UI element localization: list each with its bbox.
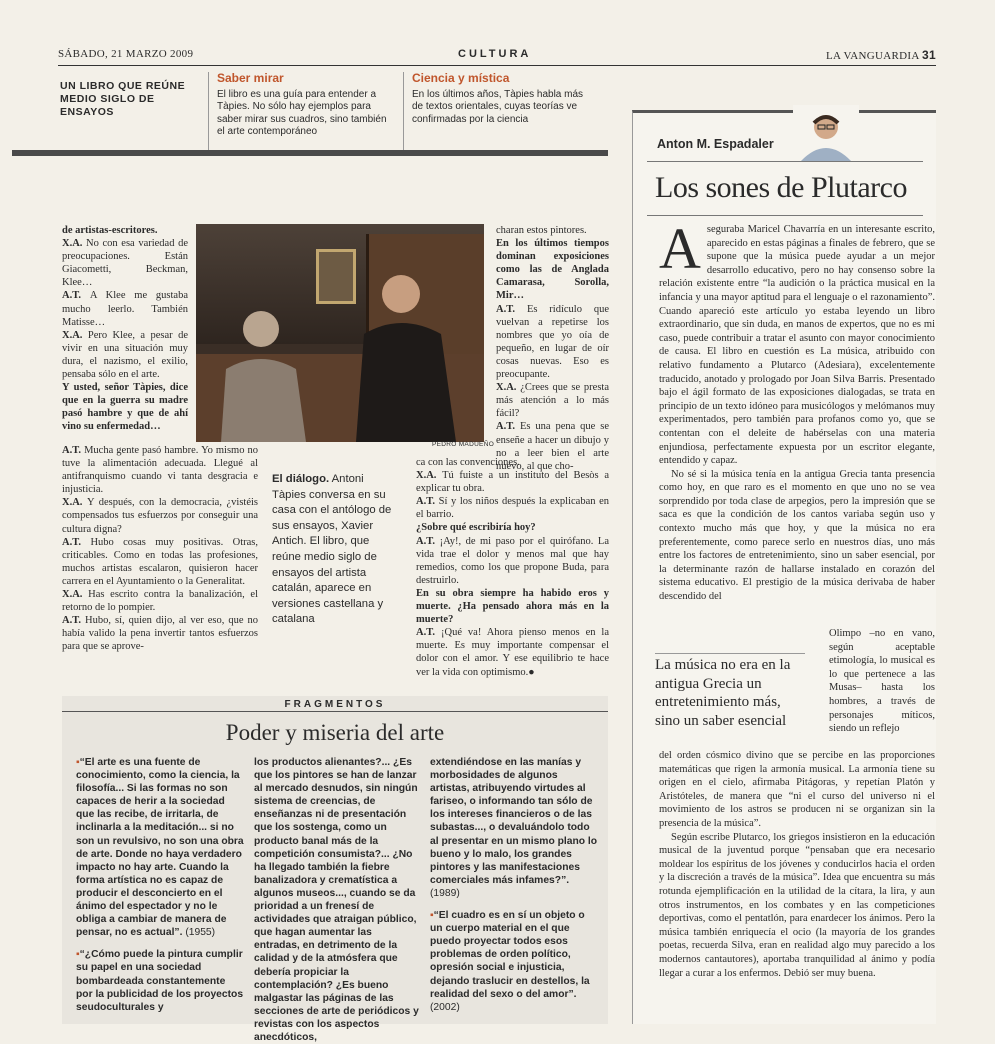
interview-question: Y usted, señor Tàpies, dice que en la guerra su madre pasó hambre y que de ahí vino su enfermedad…: [62, 382, 188, 433]
person-tapies-figure: [206, 294, 316, 442]
quote-fragment: los productos alienantes?... ¿Es que los pintores se han de lanzar al mercado desnudos, sin ningún sistema de creencias, de enseñanzas ni de presentación que los sostenga, como un producto banal más de la competición consumista?... ¿No ha llegado también la fiebre banalizadora y crematística a algunos museos..., cuando se da prioridad a un frenesí de actividades que atraigan público, que hagan aumentar las entradas, en detrimento de la calidad y de la atmósfera que debería propiciar la contemplación? ¿Es bueno malgastar las páginas de las secciones de arte de periódicos y revistas con los aspectos anecdóticos,: [254, 757, 419, 1043]
fragments-box: [62, 696, 608, 1043]
person-antich-figure: [346, 264, 466, 442]
speaker-initials: X.A.: [62, 238, 87, 250]
speaker-initials: A.T.: [496, 421, 520, 433]
header-rule: [647, 161, 923, 162]
interview-column-2: [62, 444, 258, 654]
interview-answer: A.T. Mucha gente pasó hambre. Yo mismo no tuve la alimentación adecuada. Llegué al antifranquismo cuando vi tanta desgracia e injusticia.: [62, 445, 258, 496]
photo-caption: [272, 472, 398, 628]
quote-year: (1989): [430, 887, 460, 899]
quote-fragment: ▪“El arte es una fuente de conocimiento, como la ciencia, la filosofía... Si las formas no son capaces de herir a la sociedad que las recibe, de irritarla, de inclinarla a la meditación... si no son un revulsivo, no son una obra de arte. Donde no haya verdadero impacto no hay arte. Cuando la forma artística no es capaz de producir el desconcierto en el ánimo del espectador y no le obliga a cambiar de manera de pensar, no es actual”. (1955): [76, 757, 244, 939]
interview-column-1: [62, 224, 188, 434]
info-box-title: Saber mirar: [217, 71, 284, 85]
speaker-initials: A.T.: [496, 303, 527, 315]
masthead: [58, 48, 936, 66]
interview-answer: X.A. Tú fuiste a un instituto del Besòs a explicar tu obra.: [416, 470, 609, 495]
paragraph-text: seguraba Maricel Chavarría en un interesante escrito, aparecido en estas páginas a finales de febrero, que se supone que la música puede ayudar a un mejor desarrollo educativo, pero no hay consenso sobre la relación existente entre “la audición o la práctica musical en la infancia y una mayor aptitud para el lenguaje o el razonamiento”. Cuando apareció este artículo yo estaba leyendo un libro extraordinario, que sin duda, en manos de expertos, que no es mi caso, puede contribuir a tratar el asunto con mayor conocimiento de causa. El libro en cuestión es La música, atribuido con relativo fundamento a Plutarco (Adesiara), excelentemente traducido, anotado y prologado por Joan Silva Barris. Presentado bajo el ágil formato de las exposiciones dialogadas, se trata en principio de un texto idóneo para musicólogos y melómanos muy experimentados, pero también para profanos como yo, que se contentan con el deleite de habérselas con una materia enjundiosa, perfectamente expuesta por un escritor elegante, entendido y capaz.: [659, 224, 935, 467]
spacer: [430, 900, 598, 909]
interview-question: En los últimos tiempos dominan exposiciones como las de Anglada Camarasa, Sorolla, Mir…: [496, 238, 609, 302]
info-box-ciencia: [403, 72, 603, 150]
interview-answer: X.A. ¿Crees que se presta más atención a lo más fácil?: [496, 382, 610, 420]
spacer: [76, 939, 244, 948]
page-number: 31: [922, 48, 936, 62]
caption-text: Antoni Tàpies conversa en su casa con el antólogo de sus ensayos, Xavier Antich. El libro, que reúne medio siglo de ensayos del artista catalán, aparece en versiones castellana y catalana: [272, 473, 392, 626]
interview-answer: X.A. Y después, con la democracia, ¿vistéis compensados tus esfuerzos por conseguir una cultura digna?: [62, 497, 258, 535]
photo-dialogue: [196, 224, 484, 442]
fragments-title: Poder y miseria del arte: [225, 720, 445, 745]
paragraph: Según escribe Plutarco, los griegos insistieron en la educación musical de la juventud porque “pensaban que era necesario moldear los espíritus de los jóvenes y conducirlos hacia el orden y la discreción a través de la música”. Idea que encuentra su más rotunda ejemplificación en la utilidad de la cítara, la lira, y aun otros instrumentos, en los combates y en las competiciones deportivas, como el pentatlón, para enardecer los ánimos. Pero la música también enriquecía el ocio (la mayoría de los grandes poetas, recuerda Silva, eran en realidad algo muy parecido a los modernos cantautores), aportaba tranquilidad al ánimo y podía llegar a curar a los enfermos. Debió ser muy buena.: [659, 831, 935, 979]
info-box-saber-mirar: [208, 72, 402, 150]
quote-fragment: ▪“El cuadro es en sí un objeto o un cuerpo material en el que puedo proyectar todos esos problemas de orden político, opresión social e injusticia, dejando traslucir en destellos, la realidad del sexo o del amor”. (2002): [430, 910, 590, 1013]
section-name: CULTURA: [458, 48, 532, 60]
interview-answer: A.T. Es una pena que se enseñe a hacer un dibujo y no a leer bien el arte nuevo, al que cho-: [496, 421, 609, 472]
opinion-body-top: [659, 216, 935, 604]
interview-answer: A.T. Hubo, sí, quien dijo, al ver eso, que no había valido la pena invertir tantos esfuerzos para que se aprove-: [62, 615, 259, 653]
quote-year: (2002): [430, 1001, 460, 1013]
interview-answer: A.T. ¡Qué va! Ahora pienso menos en la muerte. Es muy importante compensar el dolor con el amor. Y ese equilibrio te hace ver la vida con optimismo.●: [416, 627, 609, 678]
speaker-initials: A.T.: [416, 535, 440, 547]
paragraph: [659, 216, 935, 468]
section-rule: [12, 150, 608, 156]
speaker-initials: A.T.: [62, 536, 91, 548]
drop-cap: A: [659, 216, 701, 281]
info-box-text: En los últimos años, Tàpies habla más de textos orientales, cuyas teorías ve confirmadas por la ciencia: [412, 88, 584, 125]
interview-column-3: [496, 224, 609, 473]
interview-answer: ca con las convenciones.: [416, 457, 520, 468]
author-portrait: [793, 105, 859, 161]
interview-answer: A.T. Es ridículo que vuelvan a repetirse los nombres que yo oía de pequeño, en lugar de oír cosas nuevas. Eso es preocupante.: [496, 303, 609, 381]
bullet-icon: ▪: [76, 949, 80, 961]
paragraph: No sé si la música tenía en la antigua Grecia tanta presencia como hoy, en que raro es el momento en que uno no se vea sorprendido por toda clase de arpegios, pero la impresión que se saca es que la condición de los cantos variaba según uso y contexto mucho más que hoy, y que la música no era preferentemente, como parece serlo en nuestros días, uno más entre los factores de entretenimiento, sino un saber esencial, por la determinante razón de hallarse instalado en corazón del sistema educativo. El prestigio de la música derivaba de haber descendido del: [659, 468, 935, 603]
fragments-column-2: [254, 756, 420, 1044]
issue-date: SÁBADO, 21 MARZO 2009: [58, 48, 194, 60]
interview-question: ¿Sobre qué escribiría hoy?: [416, 522, 536, 534]
interview-question: de artistas-escritores.: [62, 225, 158, 236]
opinion-body-wrap: Olimpo –no en vano, según aceptable etimología, lo musical es lo que pertenece a las Musas– hasta los hombres, a través de personajes míticos, siendo un reflejo: [829, 628, 935, 735]
interview-answer: A.T. Sí y los niños después la explicaban en el barrio.: [416, 496, 609, 521]
interview-answer: X.A. No con esa variedad de preocupaciones. Están Giacometti, Beckman, Klee…: [62, 238, 188, 289]
caption-lead: El diálogo.: [272, 473, 330, 485]
opinion-column: [632, 110, 936, 1024]
speaker-initials: X.A.: [496, 382, 521, 394]
opinion-body-bottom: [659, 749, 935, 980]
interview-question: En su obra siempre ha habido eros y muerte. ¿Ha pensado ahora más en la muerte?: [416, 587, 609, 626]
speaker-initials: A.T.: [62, 445, 85, 456]
info-box-text: El libro es una guía para entender a Tàpies. No sólo hay ejemplos para saber mirar sus cuadros, sino también el arte contemporáneo: [217, 88, 387, 137]
interview-answer: A.T. ¡Ay!, de mi paso por el quirófano. La vida trae el dolor y menos mal que hay remedios, como los que propone Buda, para destruirlo.: [416, 535, 609, 586]
paragraph: del orden cósmico divino que se percibe en las proporciones matemáticas que rigen la armonía musical. La armonía tiene su origen en el cielo, afirmaba Pitágoras, y repetían Platón y Aristóteles, de manera que “ni el curso del universo ni el movimiento de los astros se producen ni se organizan sin la presencia de la música”.: [659, 750, 935, 829]
paper-name: [826, 48, 936, 62]
interview-answer: X.A. Pero Klee, a pesar de vivir en una situación muy dura, el nazismo, el exilio, pensaba sólo en el arte.: [62, 329, 189, 381]
photo-credit: PEDRO MADUEÑO: [432, 441, 495, 448]
speaker-initials: X.A.: [62, 497, 87, 509]
quote-fragment: ▪“¿Cómo puede la pintura cumplir su papel en una sociedad bombardeada constantemente por la publicidad de los proyectos seudoculturales y: [76, 949, 244, 1013]
info-box-title: Ciencia y mística: [412, 71, 510, 85]
interview-answer: A.T. A Klee me gustaba mucho leerlo. También Matisse…: [62, 290, 188, 328]
pull-quote: La música no era en la antigua Grecia un entretenimiento más, sino un saber esencial: [655, 653, 805, 730]
quote-year: (1955): [185, 927, 216, 939]
speaker-initials: A.T.: [62, 615, 86, 627]
interview-answer: A.T. Hubo cosas muy positivas. Otras, criticables. Como en todas las profesiones, muchos artistas escalaron, quisieron hacer carrera en el Ayuntamiento o la Generalitat.: [62, 536, 258, 587]
speaker-initials: A.T.: [62, 290, 90, 302]
paper-title: LA VANGUARDIA: [825, 50, 919, 62]
interview-answer: charan estos pintores.: [496, 225, 587, 236]
speaker-initials: X.A.: [416, 470, 443, 482]
speaker-initials: A.T.: [416, 496, 439, 508]
bullet-icon: ▪: [76, 757, 80, 768]
interview-column-4: [416, 456, 609, 679]
kicker: UN LIBRO QUE REÚNE MEDIO SIGLO DE ENSAYOS: [60, 80, 186, 118]
author-name: Anton M. Espadaler: [657, 137, 774, 151]
info-bar: [58, 70, 608, 150]
fragments-column-1: [76, 756, 244, 1014]
speaker-initials: X.A.: [62, 589, 89, 601]
speaker-initials: X.A.: [62, 329, 88, 341]
fragments-column-3: [430, 756, 598, 1014]
bullet-icon: ▪: [430, 910, 434, 922]
fragments-label: FRAGMENTOS: [62, 696, 608, 712]
quote-fragment: extendiéndose en las manías y morbosidades de algunos artistas, atribuyendo virtudes al fariseo, o informando tan sólo de los intereses financieros o de las subastas..., o devaluándolo todo al presentar en un mismo plano lo bueno y lo malo, los grandes pintores y las manifestaciones comerciales más infames?”. (1989): [430, 757, 598, 899]
interview-answer: X.A. Has escrito contra la banalización, el retorno de lo pompier.: [62, 589, 259, 614]
article-title: Los sones de Plutarco: [655, 171, 907, 204]
speaker-initials: A.T.: [416, 627, 441, 639]
